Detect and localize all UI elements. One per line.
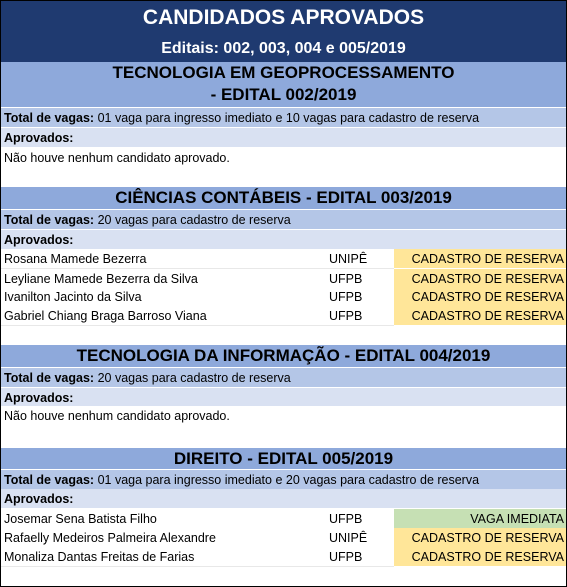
candidate-row — [1, 287, 566, 307]
page-subtitle: Editais: 002, 003, 004 e 005/2019 — [1, 35, 566, 62]
section-title-direito: DIREITO - EDITAL 005/2019 — [1, 448, 566, 470]
section-title-line2: - EDITAL 002/2019 — [210, 85, 357, 104]
status-badge: VAGA IMEDIATA — [394, 509, 566, 529]
candidate-row — [1, 269, 566, 289]
status-badge: CADASTRO DE RESERVA — [394, 528, 566, 548]
total-vagas-row — [1, 108, 566, 128]
candidate-name: Rosana Mamede Bezerra — [4, 252, 147, 266]
status-badge: CADASTRO DE RESERVA — [394, 249, 566, 269]
candidate-row — [1, 509, 566, 529]
total-vagas-row — [1, 368, 566, 388]
candidate-institution: UFPB — [329, 550, 363, 564]
total-vagas-row — [1, 210, 566, 230]
candidate-name: Monaliza Dantas Freitas de Farias — [4, 550, 195, 564]
status-badge: CADASTRO DE RESERVA — [394, 547, 566, 567]
candidate-name: Gabriel Chiang Braga Barroso Viana — [4, 309, 207, 323]
candidate-row — [1, 306, 566, 326]
total-vagas-value: 20 vagas para cadastro de reserva — [97, 371, 291, 385]
candidate-institution: UNIPÊ — [329, 252, 368, 266]
total-vagas-label: Total de vagas: — [4, 111, 95, 125]
candidate-row — [1, 249, 566, 269]
section-title-line1: TECNOLOGIA EM GEOPROCESSAMENTO — [112, 63, 455, 82]
candidate-institution: UNIPÊ — [329, 531, 368, 545]
aprovados-label: Aprovados: — [1, 230, 566, 250]
candidate-name: Josemar Sena Batista Filho — [4, 512, 157, 526]
aprovados-label: Aprovados: — [1, 489, 566, 509]
aprovados-label: Aprovados: — [1, 388, 566, 408]
total-vagas-row — [1, 470, 566, 490]
section-title-geoprocessamento — [1, 62, 566, 108]
total-vagas-value: 01 vaga para ingresso imediato e 20 vagas para cadastro de reserva — [97, 473, 480, 487]
candidate-institution: UFPB — [329, 309, 363, 323]
section-title-ti: TECNOLOGIA DA INFORMAÇÃO - EDITAL 004/2019 — [1, 345, 566, 368]
total-vagas-value: 20 vagas para cadastro de reserva — [97, 213, 291, 227]
candidate-name: Ivanilton Jacinto da Silva — [4, 290, 142, 304]
candidate-row — [1, 547, 566, 567]
no-approved-text: Não houve nenhum candidato aprovado. — [1, 148, 566, 168]
total-vagas-label: Total de vagas: — [4, 371, 95, 385]
status-badge: CADASTRO DE RESERVA — [394, 269, 566, 289]
aprovados-label: Aprovados: — [1, 128, 566, 148]
total-vagas-value: 01 vaga para ingresso imediato e 10 vagas para cadastro de reserva — [97, 111, 480, 125]
page-title: CANDIDADOS APROVADOS — [1, 1, 566, 35]
total-vagas-label: Total de vagas: — [4, 213, 95, 227]
candidate-institution: UFPB — [329, 272, 363, 286]
candidate-row — [1, 528, 566, 548]
section-title-contabeis: CIÊNCIAS CONTÁBEIS - EDITAL 003/2019 — [1, 187, 566, 210]
candidate-name: Leyliane Mamede Bezerra da Silva — [4, 272, 198, 286]
total-vagas-label: Total de vagas: — [4, 473, 95, 487]
status-badge: CADASTRO DE RESERVA — [394, 287, 566, 307]
candidate-institution: UFPB — [329, 512, 363, 526]
candidate-name: Rafaelly Medeiros Palmeira Alexandre — [4, 531, 216, 545]
no-approved-text: Não houve nenhum candidato aprovado. — [1, 406, 566, 426]
status-badge: CADASTRO DE RESERVA — [394, 306, 566, 326]
candidate-institution: UFPB — [329, 290, 363, 304]
